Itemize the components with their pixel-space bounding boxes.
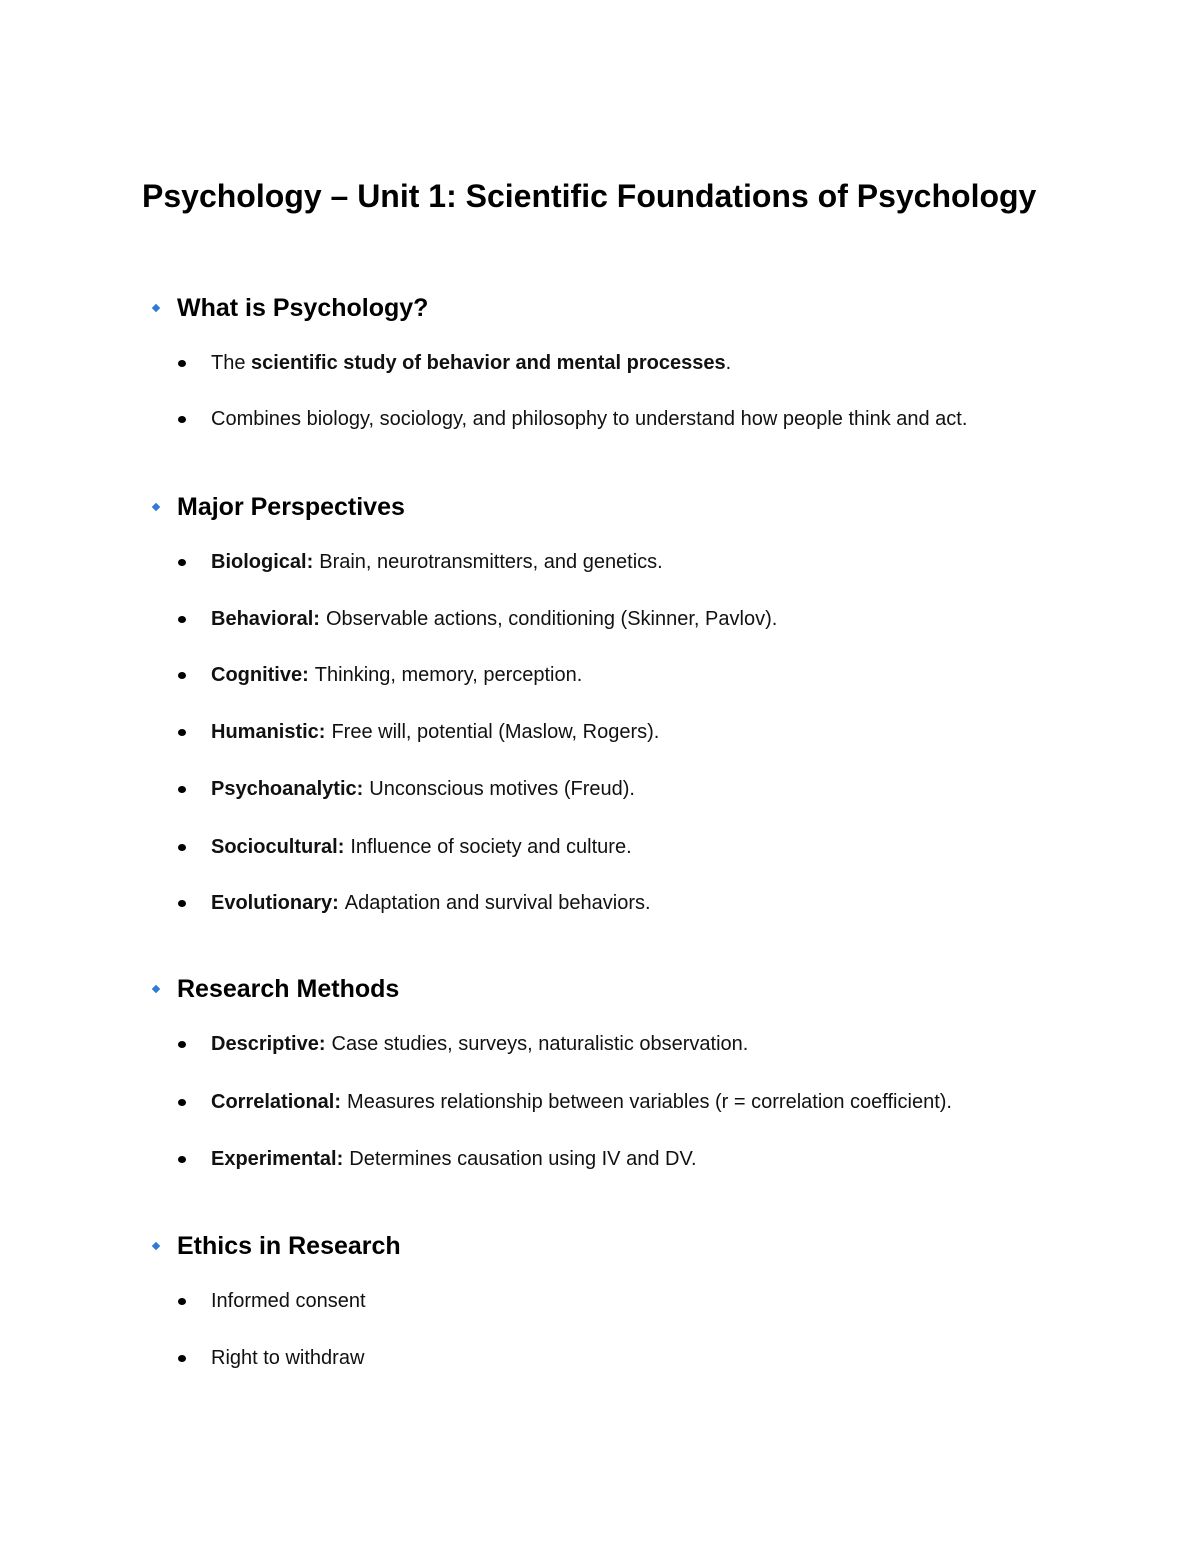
item-suffix: . (725, 351, 732, 374)
diamond-icon (152, 503, 160, 511)
diamond-icon (152, 304, 160, 312)
item-text: Determines causation using IV and DV. (349, 1147, 697, 1170)
bullet-icon (178, 844, 186, 851)
section-heading-major-perspectives (148, 490, 405, 524)
item-text: Case studies, surveys, naturalistic observation. (331, 1032, 749, 1055)
section-heading-ethics-in-research (148, 1229, 401, 1263)
list-item (178, 1344, 364, 1372)
bullet-icon (178, 672, 186, 679)
diamond-icon (152, 1242, 160, 1250)
bullet-icon (178, 1156, 186, 1163)
list-item (178, 1088, 952, 1116)
list-item (178, 833, 632, 861)
list-item (178, 1030, 748, 1058)
item-term: Descriptive: (211, 1032, 326, 1055)
list-item (178, 1145, 697, 1173)
bullet-icon (178, 416, 186, 423)
list-item (178, 889, 651, 917)
item-text: Adaptation and survival behaviors. (344, 891, 651, 914)
bullet-icon (178, 1099, 186, 1106)
item-prefix: The (211, 351, 252, 374)
item-term: Humanistic: (211, 720, 326, 743)
bullet-icon (178, 360, 186, 367)
item-text: Measures relationship between variables (r = correlation coefficient). (347, 1090, 952, 1113)
list-item (178, 405, 967, 433)
document-title: Psychology – Unit 1: Scientific Foundations of Psychology (142, 178, 1037, 214)
item-text: Informed consent (211, 1289, 366, 1312)
bullet-icon (178, 1298, 186, 1305)
item-text: Thinking, memory, perception. (314, 663, 583, 686)
item-term: Behavioral: (211, 607, 320, 630)
list-item (178, 349, 731, 377)
section-heading-text: Ethics in Research (177, 1231, 401, 1260)
bullet-icon (178, 729, 186, 736)
diamond-icon (152, 985, 160, 993)
list-item (178, 718, 659, 746)
section-heading-text: Major Perspectives (177, 492, 405, 521)
bullet-icon (178, 616, 186, 623)
item-text: Combines biology, sociology, and philosophy to understand how people think and act. (211, 407, 968, 430)
bullet-icon (178, 1355, 186, 1362)
section-heading-text: What is Psychology? (177, 293, 429, 322)
list-item (178, 548, 663, 576)
list-item (178, 1287, 366, 1315)
item-term: Experimental: (211, 1147, 344, 1170)
item-text: Brain, neurotransmitters, and genetics. (319, 550, 663, 573)
bullet-icon (178, 900, 186, 907)
item-text: Unconscious motives (Freud). (369, 777, 635, 800)
item-term: Evolutionary: (211, 891, 339, 914)
bullet-icon (178, 786, 186, 793)
item-term: Sociocultural: (211, 835, 345, 858)
item-text: Free will, potential (Maslow, Rogers). (331, 720, 660, 743)
section-heading-research-methods (148, 972, 399, 1006)
item-term: Psychoanalytic: (211, 777, 364, 800)
list-item (178, 605, 777, 633)
bullet-icon (178, 559, 186, 566)
item-strong-text: scientific study of behavior and mental processes (251, 351, 726, 374)
section-heading-text: Research Methods (177, 974, 400, 1003)
list-item (178, 661, 582, 689)
item-text: Influence of society and culture. (350, 835, 632, 858)
bullet-icon (178, 1041, 186, 1048)
item-term: Correlational: (211, 1090, 342, 1113)
item-term: Biological: (211, 550, 314, 573)
item-text: Observable actions, conditioning (Skinner, Pavlov). (325, 607, 778, 630)
item-text: Right to withdraw (211, 1346, 365, 1369)
item-term: Cognitive: (211, 663, 309, 686)
section-heading-what-is-psychology (148, 291, 428, 325)
list-item (178, 775, 635, 803)
